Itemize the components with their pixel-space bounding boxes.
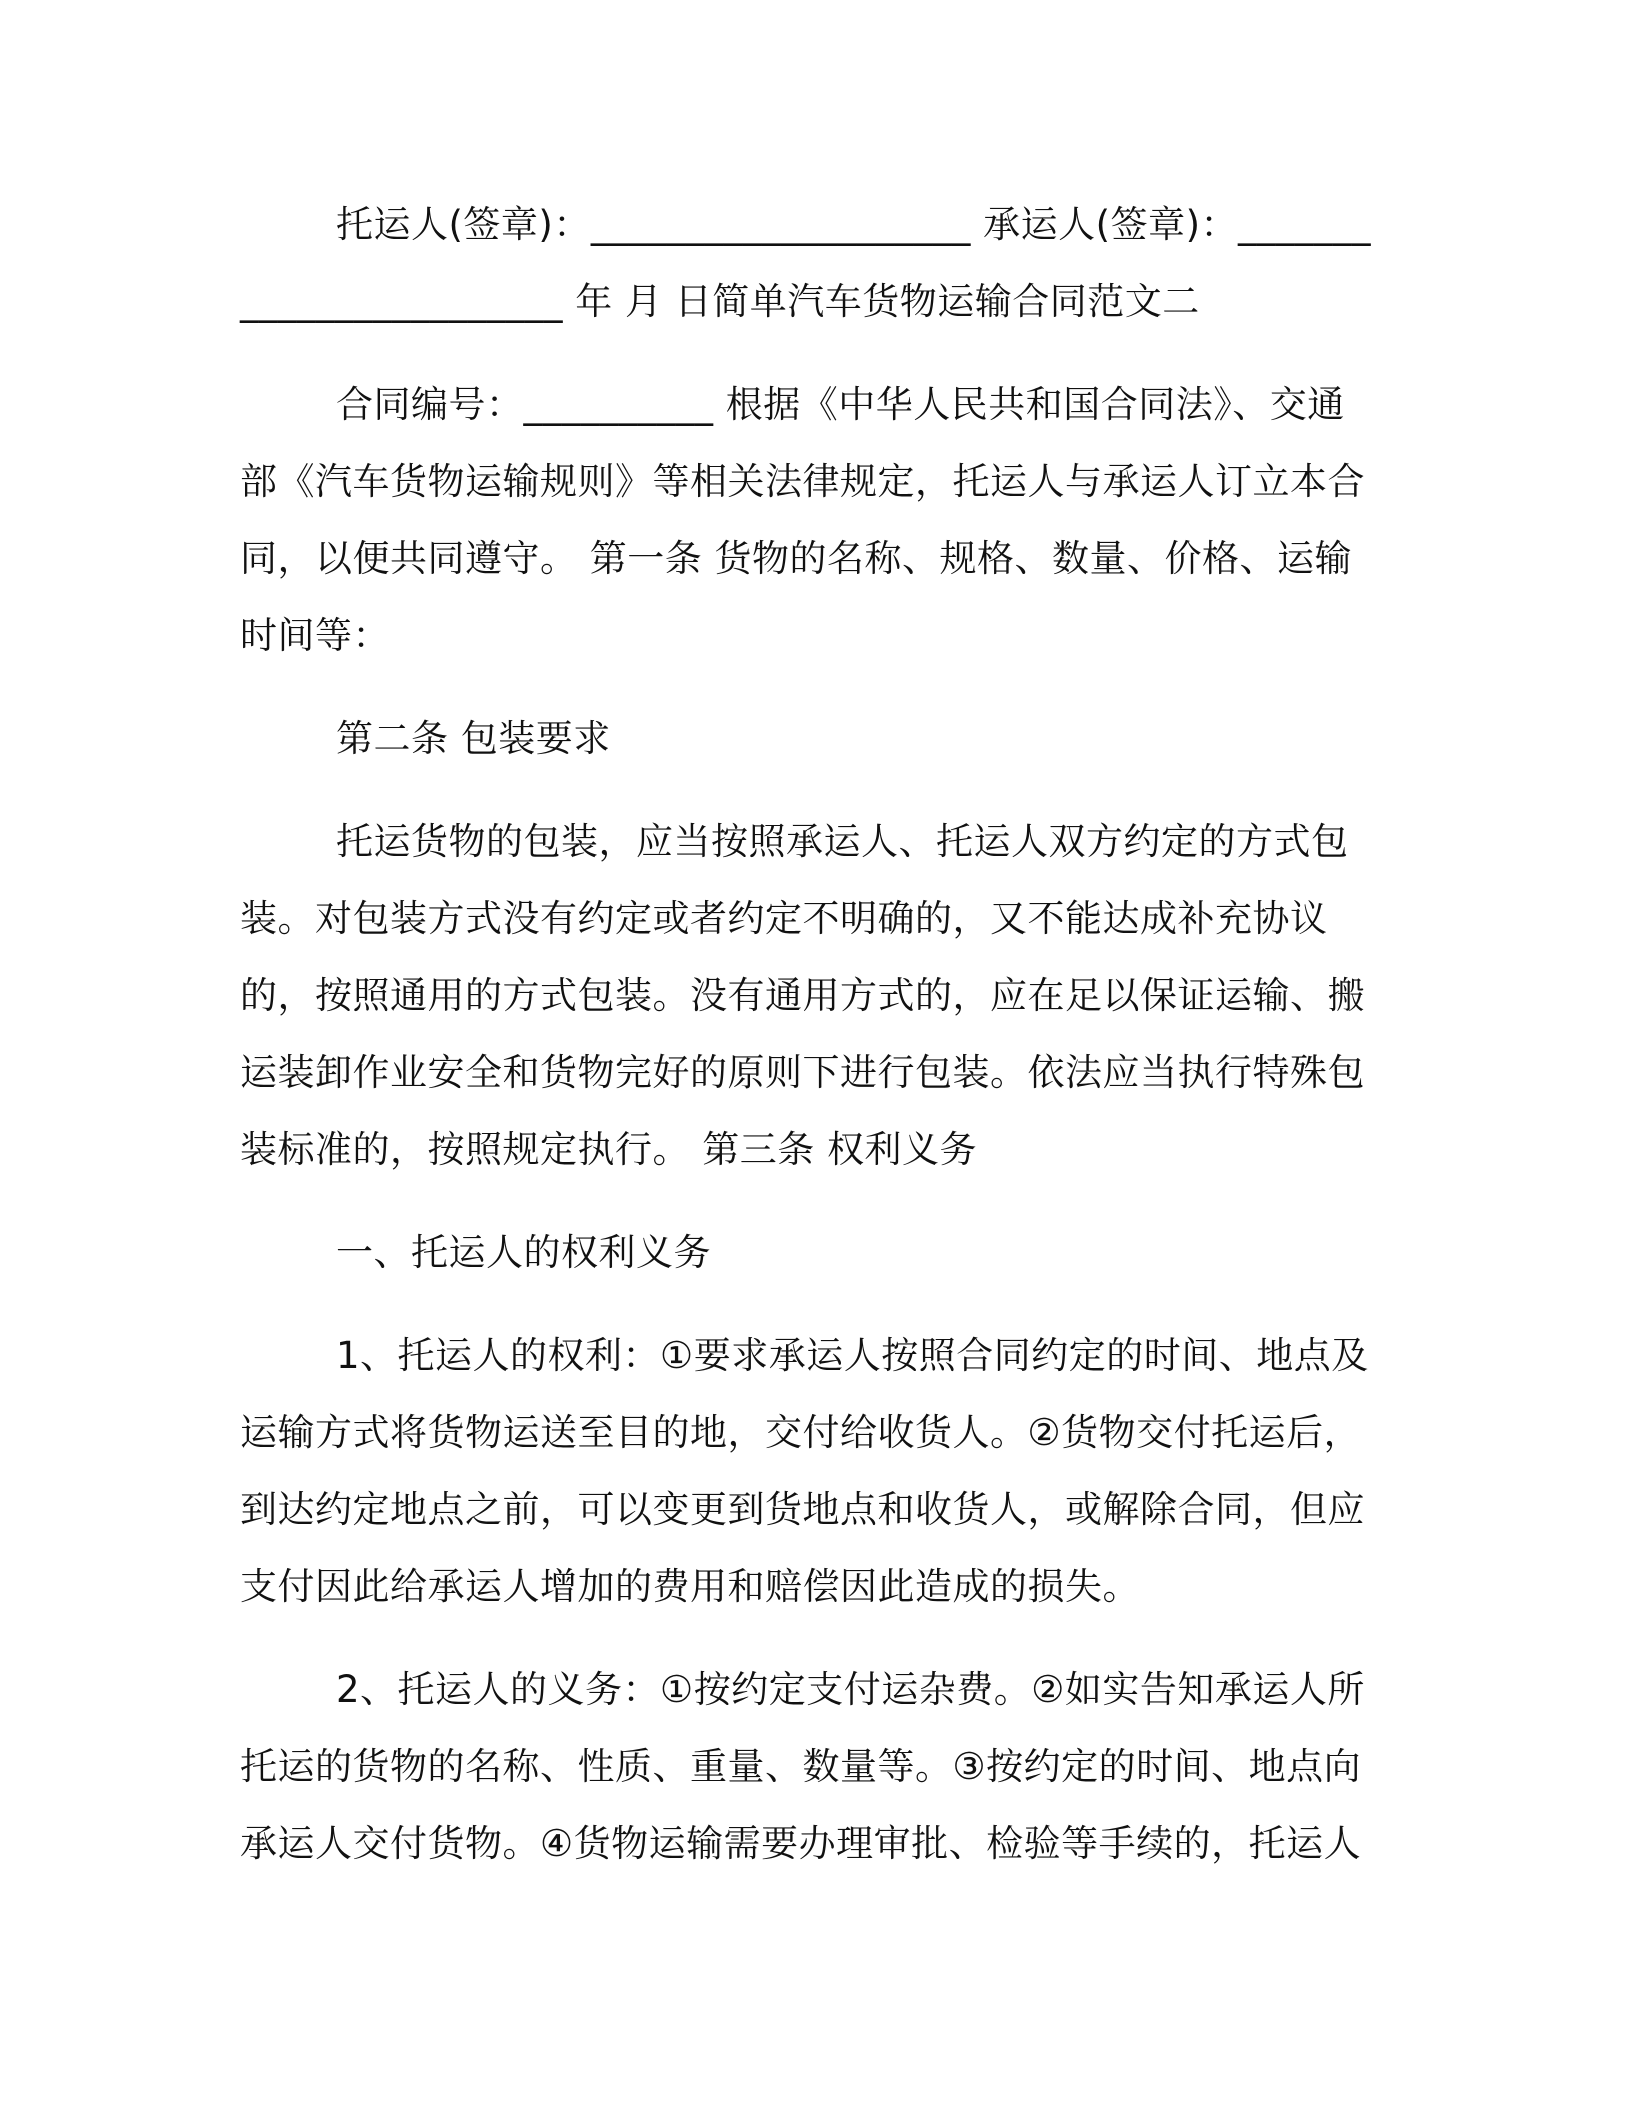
- shipper-obligations-paragraph: 2、托运人的义务：①按约定支付运杂费。②如实告知承运人所托运的货物的名称、性质、重量、数量等。③按约定的时间、地点向承运人交付货物。④货物运输需要办理审批、检验等手续的，托运人: [240, 1668, 1365, 1865]
- article-2-heading: 第二条 包装要求: [336, 717, 611, 760]
- signature-line: 托运人(签章)：____________________ 承运人(签章)：________________________ 年 月 日简单汽车货物运输合同范文二: [240, 203, 1372, 323]
- shipper-rights-paragraph: 1、托运人的权利：①要求承运人按照合同约定的时间、地点及运输方式将货物运送至目的地，交付给收货人。②货物交付托运后，到达约定地点之前，可以变更到货地点和收货人，或解除合同，但应支付因此给承运人增加的费用和赔偿因此造成的损失。: [240, 1334, 1369, 1608]
- packaging-requirements-paragraph: 托运货物的包装，应当按照承运人、托运人双方约定的方式包装。对包装方式没有约定或者约定不明确的，又不能达成补充协议的，按照通用的方式包装。没有通用方式的，应在足以保证运输、搬运装卸作业安全和货物完好的原则下进行包装。依法应当执行特殊包装标准的，按照规定执行。 第三条 权利义务: [240, 820, 1365, 1171]
- document-body: [240, 186, 1380, 1882]
- shipper-rights-heading: 一、托运人的权利义务: [336, 1231, 711, 1274]
- contract-intro-paragraph: 合同编号：__________ 根据《中华人民共和国合同法》、交通部《汽车货物运输规则》等相关法律规定，托运人与承运人订立本合同，以便共同遵守。 第一条 货物的名称、规格、数量、价格、运输时间等：: [240, 383, 1365, 657]
